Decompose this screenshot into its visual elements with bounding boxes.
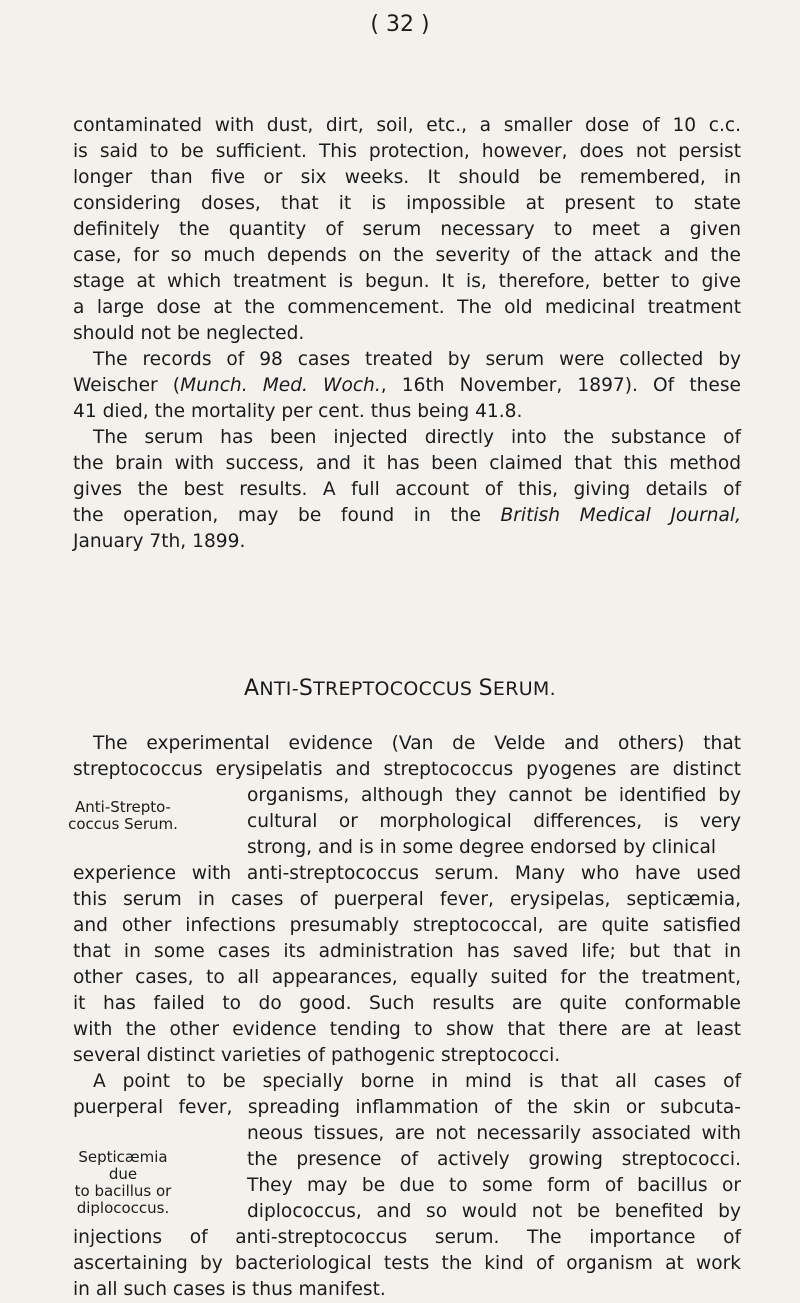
text-line: other cases, to all appearances, equally suited for the treatment,: [73, 967, 741, 988]
text-line: a large dose at the commencement. The old medicinal treatment: [73, 297, 741, 318]
text-line: The records of 98 cases treated by serum were collected by: [93, 349, 741, 370]
text-line: Weischer (Munch. Med. Woch., 16th November, 1897). Of these: [73, 375, 741, 396]
text-line: with the other evidence tending to show that there are at least: [73, 1019, 741, 1040]
text-line: stage at which treatment is begun. It is, therefore, better to give: [73, 271, 741, 292]
text-line: cultural or morphological differences, is very: [247, 811, 741, 832]
text-line: diplococcus, and so would not be benefited by: [247, 1201, 741, 1222]
text-line: experience with anti-streptococcus serum. Many who have used: [73, 863, 741, 884]
text-line: organisms, although they cannot be identified by: [247, 785, 741, 806]
text-line: it has failed to do good. Such results are quite conformable: [73, 993, 741, 1014]
journal-title: Munch. Med. Woch.: [180, 375, 381, 396]
text-line: neous tissues, are not necessarily associated with: [247, 1123, 741, 1144]
text-line: the brain with success, and it has been claimed that this method: [73, 453, 741, 474]
text-line: the operation, may be found in the British Medical Journal,: [73, 505, 741, 526]
text-line: this serum in cases of puerperal fever, erysipelas, septicæmia,: [73, 889, 741, 910]
text-line: should not be neglected.: [73, 323, 305, 344]
text-line: 41 died, the mortality per cent. thus being 41.8.: [73, 401, 523, 422]
text-line: streptococcus erysipelatis and streptococcus pyogenes are distinct: [73, 759, 741, 780]
text-line: case, for so much depends on the severity of the attack and the: [73, 245, 741, 266]
text-line: that in some cases its administration has saved life; but that in: [73, 941, 741, 962]
text-line: puerperal fever, spreading inflammation of the skin or subcuta-: [73, 1097, 741, 1118]
text-line: A point to be specially borne in mind is that all cases of: [93, 1071, 741, 1092]
text-line: considering doses, that it is impossible at present to state: [73, 193, 741, 214]
text-line: the presence of actively growing streptococci.: [247, 1149, 741, 1170]
text-line: strong, and is in some degree endorsed by clinical: [247, 837, 717, 858]
text-line: injections of anti-streptococcus serum. The importance of: [73, 1227, 741, 1248]
journal-title: British Medical Journal,: [500, 505, 741, 526]
text-line: contaminated with dust, dirt, soil, etc., a smaller dose of 10 c.c.: [73, 115, 741, 136]
text-line: several distinct varieties of pathogenic streptococci.: [73, 1045, 561, 1066]
side-note-anti-streptococcus: Anti-Strepto- coccus Serum.: [68, 798, 178, 833]
text-line: ascertaining by bacteriological tests the kind of organism at work: [73, 1253, 741, 1274]
text-line: The serum has been injected directly into the substance of: [93, 427, 741, 448]
text-line: The experimental evidence (Van de Velde and others) that: [93, 733, 741, 754]
text-block-top: [73, 113, 741, 555]
text-line: They may be due to some form of bacillus or: [247, 1175, 741, 1196]
page-number: ( 32 ): [370, 12, 430, 37]
text-line: gives the best results. A full account of this, giving details of: [73, 479, 741, 500]
text-line: is said to be sufficient. This protection, however, does not persist: [73, 141, 741, 162]
text-line: longer than five or six weeks. It should be remembered, in: [73, 167, 741, 188]
text-line: and other infections presumably streptococcal, are quite satisfied: [73, 915, 741, 936]
text-line: January 7th, 1899.: [73, 531, 246, 552]
text-line: in all such cases is thus manifest.: [73, 1279, 386, 1300]
section-heading: ANTI-STREPTOCOCCUS SERUM.: [244, 676, 556, 701]
text-line: definitely the quantity of serum necessary to meet a given: [73, 219, 741, 240]
side-note-septicaemia: Septicæmia due to bacillus or diplococcus.: [74, 1148, 172, 1217]
